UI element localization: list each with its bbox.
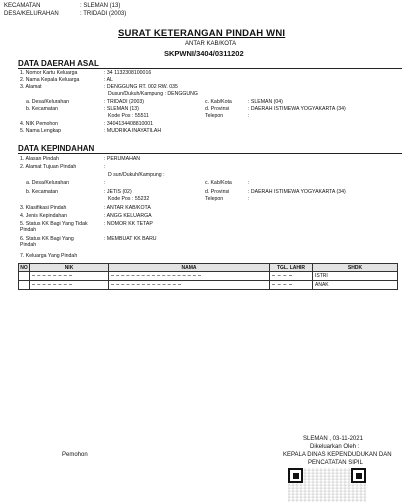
asal-kepala-value: : AL	[104, 77, 113, 83]
pindah-status-tidak-value: : NOMOR KK TETAP	[104, 221, 153, 227]
pindah-telepon-label: Telepon	[205, 196, 224, 202]
section-divider	[18, 68, 402, 69]
table-header-nik: NIK	[30, 264, 109, 272]
pindah-dusun-value: D sun/Dukuh/Kampung :	[108, 172, 165, 178]
pindah-klasifikasi-value: : ANTAR KAB/KOTA	[104, 205, 151, 211]
qr-finder-icon	[288, 468, 303, 483]
document-subtitle: ANTAR KAB/KOTA	[185, 41, 237, 47]
asal-no-kk-value: : 34 1132308100016	[104, 70, 152, 76]
table-cell-nama	[109, 281, 270, 290]
asal-nik-label: 4. NIK Pemohon	[20, 121, 59, 127]
footer-issued-by: Dikeluarkan Oleh :	[310, 444, 360, 450]
pindah-jenis-label: 4. Jenis Kepindahan	[20, 213, 68, 219]
asal-kodepos-value: Kode Pos : 55511	[108, 113, 149, 119]
asal-alamat-label: 3. Alamat	[20, 84, 42, 90]
asal-kec-value: : SLEMAN (13)	[104, 106, 139, 112]
asal-nama-label: 5. Nama Lengkap	[20, 128, 61, 134]
pindah-alamat-value: :	[104, 164, 106, 170]
pindah-status-pindah-value: : MEMBUAT KK BARU	[104, 236, 157, 242]
table-cell-nik	[30, 272, 109, 281]
pindah-kec-value: : JETIS (02)	[104, 189, 132, 195]
table-cell-nama	[109, 272, 270, 281]
qr-code-icon	[288, 468, 366, 502]
pindah-alamat-label: 2. Alamat Tujuan Pindah	[20, 164, 77, 170]
pindah-alasan-value: : PERUMAHAN	[104, 156, 141, 162]
asal-desa-value: : TRIDADI (2003)	[104, 99, 144, 105]
table-cell-tgl	[270, 272, 313, 281]
family-table	[18, 263, 398, 290]
header-desa-value: : TRIDADI (2003)	[80, 11, 127, 17]
pindah-telepon-value: :	[248, 196, 250, 202]
asal-no-kk-label: 1. Nomor Kartu Keluarga	[20, 70, 78, 76]
asal-alamat-value: : DENGGUNG RT. 002 RW. 035	[104, 84, 178, 90]
asal-telepon-label: Telepon	[205, 113, 224, 119]
footer-pemohon: Pemohon	[62, 452, 88, 458]
table-header-shdk: SHDK	[313, 264, 398, 272]
pindah-kab-value: :	[248, 180, 250, 186]
qr-finder-icon	[351, 468, 366, 483]
asal-kab-value: : SLEMAN (04)	[248, 99, 283, 105]
table-header-row	[19, 264, 398, 272]
footer-kepala-line2: PENCATATAN SIPIL	[308, 460, 363, 466]
asal-prov-label: d. Provinsi	[205, 106, 230, 112]
footer-kepala-line1: KEPALA DINAS KEPENDUDUKAN DAN	[283, 452, 392, 458]
header-desa-label: DESA/KELURAHAN	[4, 11, 59, 17]
section-asal-heading: DATA DAERAH ASAL	[18, 59, 99, 68]
pindah-kab-label: c. Kab/Kota	[205, 180, 232, 186]
table-cell-shdk: ANAK	[313, 281, 398, 290]
table-cell-no	[19, 281, 30, 290]
table-cell-nik	[30, 281, 109, 290]
document-title: SURAT KETERANGAN PINDAH WNI	[118, 28, 286, 39]
asal-nik-value: : 3404134408810001	[104, 121, 154, 127]
asal-desa-label: a. Desa/Kelurahan	[26, 99, 69, 105]
pindah-alasan-label: 1. Alasan Pindah	[20, 156, 59, 162]
section-kepindahan-heading: DATA KEPINDAHAN	[18, 144, 95, 153]
asal-dusun-value: Dusun/Dukuh/Kampung : DENGGUNG	[108, 91, 198, 97]
section-divider	[18, 153, 402, 154]
pindah-klasifikasi-label: 3. Klasifikasi Pindah	[20, 205, 67, 211]
table-header-nama: NAMA	[109, 264, 270, 272]
table-row	[19, 272, 398, 281]
table-cell-shdk: ISTRI	[313, 272, 398, 281]
pindah-keluarga-label: 7. Keluarga Yang Pindah	[20, 253, 78, 259]
table-header-no: NO	[20, 264, 28, 271]
footer-date: SLEMAN , 03-11-2021	[303, 436, 363, 442]
pindah-status-pindah-label: 6. Status KK Bagi Yang Pindah	[20, 236, 74, 248]
asal-telepon-value: :	[248, 113, 250, 119]
asal-kepala-label: 2. Nama Kepala Keluarga	[20, 77, 80, 83]
asal-prov-value: : DAERAH ISTIMEWA YOGYAKARTA (34)	[248, 106, 346, 112]
pindah-kec-label: b. Kecamatan	[26, 189, 59, 195]
document-number: SKPWNI/3404/0311202	[164, 49, 244, 58]
asal-kab-label: c. Kab/Kota	[205, 99, 232, 105]
asal-nama-value: : MUDRIKA INAYATILAH	[104, 128, 162, 134]
pindah-status-tidak-label: 5. Status KK Bagi Yang Tidak Pindah	[20, 221, 88, 233]
pindah-kodepos-value: Kode Pos : 55232	[108, 196, 150, 202]
table-header-tgl-lahir: TGL. LAHIR	[270, 264, 313, 272]
pindah-prov-label: d. Provinsi	[205, 189, 230, 195]
pindah-jenis-value: : ANGG KELUARGA	[104, 213, 152, 219]
table-cell-tgl	[270, 281, 313, 290]
pindah-desa-label: a. Desa/Kelurahan	[26, 180, 69, 186]
header-kecamatan-value: : SLEMAN (13)	[80, 3, 121, 9]
header-kecamatan-label: KECAMATAN	[4, 3, 41, 9]
pindah-desa-value: :	[104, 180, 106, 186]
table-cell-no	[19, 272, 30, 281]
pindah-prov-value: : DAERAH ISTIMEWA YOGYAKARTA (34)	[248, 189, 346, 195]
asal-kec-label: b. Kecamatan	[26, 106, 59, 112]
table-row	[19, 281, 398, 290]
